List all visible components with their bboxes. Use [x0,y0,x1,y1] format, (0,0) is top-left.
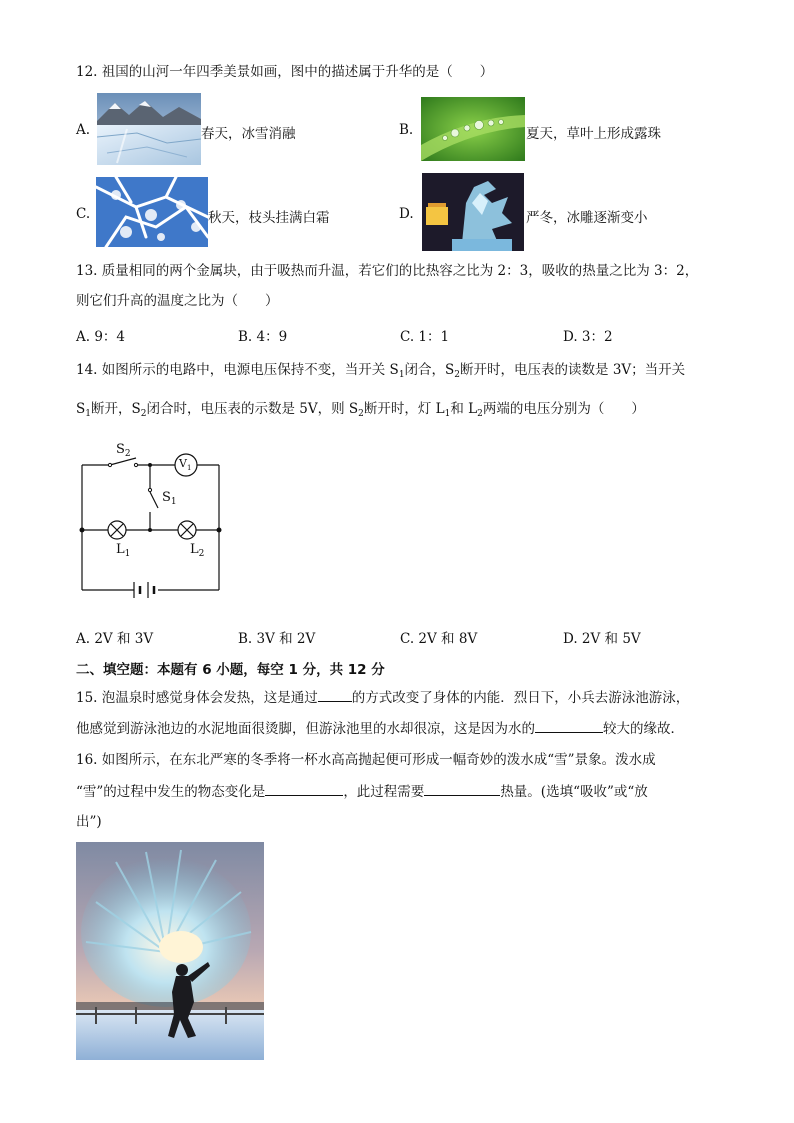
circuit-label-v1 [179,457,191,472]
dew-leaf-photo [421,97,525,161]
q16-text: “雪”的过程中发生的物态变化是 [76,784,266,800]
q12-option-c-letter: C. [76,206,91,222]
circuit-diagram [72,440,232,610]
q14-stem-line2 [76,401,645,420]
q14-text: 断开时，灯 L [363,401,445,417]
q16-text: ，此过程需要 [343,784,425,800]
q14-text: S [76,401,86,417]
q14-stem-line1 [76,362,685,381]
answer-blank[interactable] [535,720,603,733]
q13-option-a: A. 9：4 [76,329,126,345]
q13-option-c: C. 1：1 [400,329,450,345]
q14-option-b: B. 3V 和 2V [238,631,316,647]
subscript: 1 [170,497,177,507]
answer-blank[interactable] [265,783,343,796]
q16-line1: 16. 如图所示，在东北严寒的冬季将一杯水高高抛起便可形成一幅奇妙的泼水成“雪”景象。泼水成 [76,752,656,768]
q16-line3: 出”) [76,814,102,830]
q16-line2 [76,783,648,800]
q14-text: 14. 如图所示的电路中，电源电压保持不变，当开关 S [76,362,399,378]
ice-dragon-photo [422,173,524,251]
q12-option-b-letter: B. [399,122,414,138]
circuit-label-s1 [162,490,177,507]
q12-option-a-letter: A. [76,122,91,138]
subscript: 1 [398,370,405,380]
q15-text: 的方式改变了身体的内能．烈日下，小兵去游泳池游泳， [351,690,690,706]
q12-option-d-text: 严冬，冰雕逐渐变小 [526,210,648,226]
q15-text: 15. 泡温泉时感觉身体会发热，这是通过 [76,690,318,706]
q12-option-a-text: 春天，冰雪消融 [201,126,296,142]
answer-blank[interactable] [424,783,500,796]
q16-text: 热量。(选填“吸收”或“放 [500,784,648,800]
q12-option-b-text: 夏天，草叶上形成露珠 [526,126,661,142]
circuit-label-l2 [190,542,204,559]
circuit-label-s2 [116,442,131,459]
frost-branch-photo [96,177,208,247]
q13-stem-line1: 13. 质量相同的两个金属块，由于吸热而升温，若它们的比热容之比为 2：3，吸收的热量之比为 3：2， [76,263,699,279]
q12-option-c-text: 秋天，枝头挂满白霜 [208,210,330,226]
q13-option-d: D. 3：2 [563,329,613,345]
q14-option-a: A. 2V 和 3V [76,631,154,647]
subscript: 2 [454,370,461,380]
q15-line1 [76,689,689,706]
q14-text: 和 L [450,401,478,417]
subscript: 1 [186,464,192,472]
q14-text: 两端的电压分别为（ ） [482,401,645,417]
label: S [162,490,171,505]
q14-text: 闭合时，电压表的示数是 5V，则 S [146,401,359,417]
answer-blank[interactable] [318,689,352,702]
q14-text: 断开，S [90,401,141,417]
circuit-label-l1 [116,542,130,559]
q13-option-b: B. 4：9 [238,329,288,345]
label: L [116,542,125,557]
label: S [116,442,125,457]
subscript: 2 [124,449,131,459]
label: V [179,457,187,470]
subscript: 1 [444,409,451,419]
subscript: 2 [358,409,364,419]
q15-line2 [76,720,684,737]
q14-text: 断开时，电压表的读数是 3V；当开关 [460,362,686,378]
water-to-snow-photo [76,842,264,1060]
subscript: 2 [477,409,483,419]
q12-stem: 12. 祖国的山河一年四季美景如画，图中的描述属于升华的是（ ） [76,64,494,80]
q12-option-d-letter: D. [399,206,414,222]
q14-option-c: C. 2V 和 8V [400,631,478,647]
section-heading: 二、填空题：本题有 6 小题，每空 1 分，共 12 分 [76,662,385,678]
frozen-lake-photo [97,93,201,165]
q15-text: 较大的缘故． [603,721,684,737]
subscript: 2 [198,549,205,559]
label: L [190,542,199,557]
q15-text: 他感觉到游泳池边的水泥地面很烫脚，但游泳池里的水却很凉，这是因为水的 [76,721,535,737]
q14-text: 闭合，S [404,362,455,378]
q13-stem-line2: 则它们升高的温度之比为（ ） [76,293,279,309]
subscript: 1 [85,409,91,419]
subscript: 1 [124,549,131,559]
subscript: 2 [140,409,147,419]
q14-option-d: D. 2V 和 5V [563,631,641,647]
